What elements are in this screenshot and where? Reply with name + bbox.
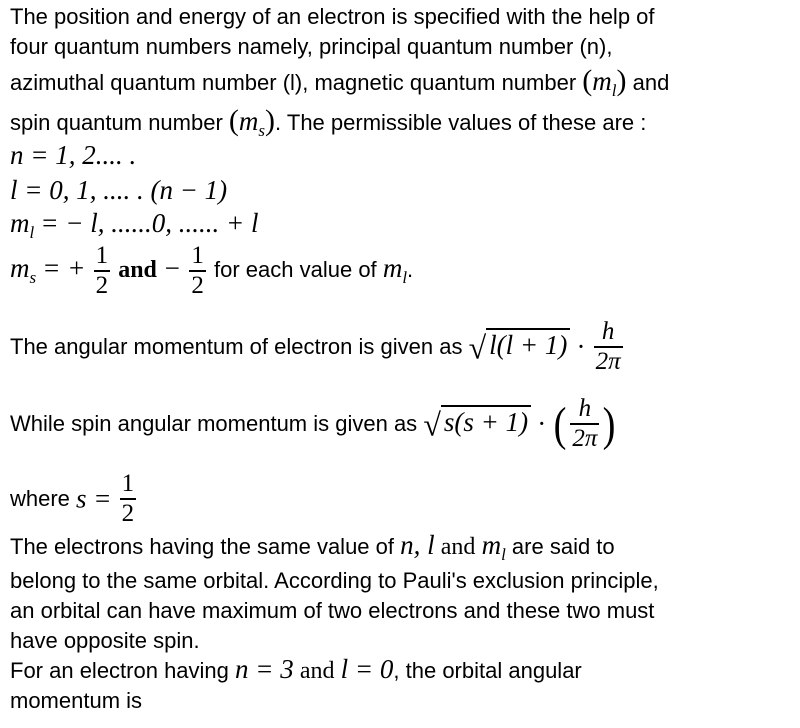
- orbital-line-2: belong to the same orbital. According to Pauli's exclusion principle,: [10, 568, 659, 593]
- angular-momentum-line: The angular momentum of electron is given as √ l(l + 1) · $\frac{h}{2\pi}$: [10, 318, 621, 375]
- orbital-line-1: The electrons having the same value of n, l and $m_l$ are said to: [10, 530, 615, 564]
- question-line-2: momentum is: [10, 688, 143, 713]
- sqrt-s: √ s(s + 1): [423, 405, 531, 443]
- s-half-fraction: $\frac{1}{2}$: [121, 470, 135, 527]
- text-line-1: The position and energy of an electron is specified with the help of: [10, 4, 655, 29]
- l-values: l = 0, 1, .... . (n − 1): [10, 175, 228, 205]
- text-line-4: spin quantum number $(m_s)$. The permissible values of these are :: [10, 104, 647, 140]
- sqrt-l: √ l(l + 1): [469, 328, 571, 366]
- h-over-2pi-fraction: $\frac{h}{2\pi}$: [595, 318, 621, 375]
- spin-angular-momentum-line: While spin angular momentum is given as √ s(s + 1) · ( $\frac{h}{2\pi}$ ): [10, 395, 616, 452]
- question-line-1: For an electron having n = 3 and l = 0, the orbital angular: [10, 654, 582, 684]
- text-line-2: four quantum numbers namely, principal quantum number (n),: [10, 34, 613, 59]
- half-fraction-negative: $\frac{1}{2}$: [191, 242, 204, 299]
- half-fraction: $\frac{1}{2}$: [95, 242, 109, 299]
- text-line-3: azimuthal quantum number (l), magnetic quantum number $(m_l)$ and: [10, 64, 670, 100]
- orbital-line-3: an orbital can have maximum of two electrons and these two must: [10, 598, 655, 623]
- s-value-line: where s = $\frac{1}{2}$: [10, 470, 135, 527]
- orbital-line-4: have opposite spin.: [10, 628, 200, 653]
- ms-values: $m_s$ = + $\frac{1}{2}$ and − $\frac{1}{2}$ for each value of $m_l$.: [10, 242, 414, 299]
- h-over-2pi-fraction-2: $\frac{h}{2\pi}$: [572, 395, 598, 452]
- n-values: n = 1, 2.... .: [10, 140, 137, 170]
- ml-values: $m_l$ = − l, ......0, ...... + l: [10, 208, 259, 242]
